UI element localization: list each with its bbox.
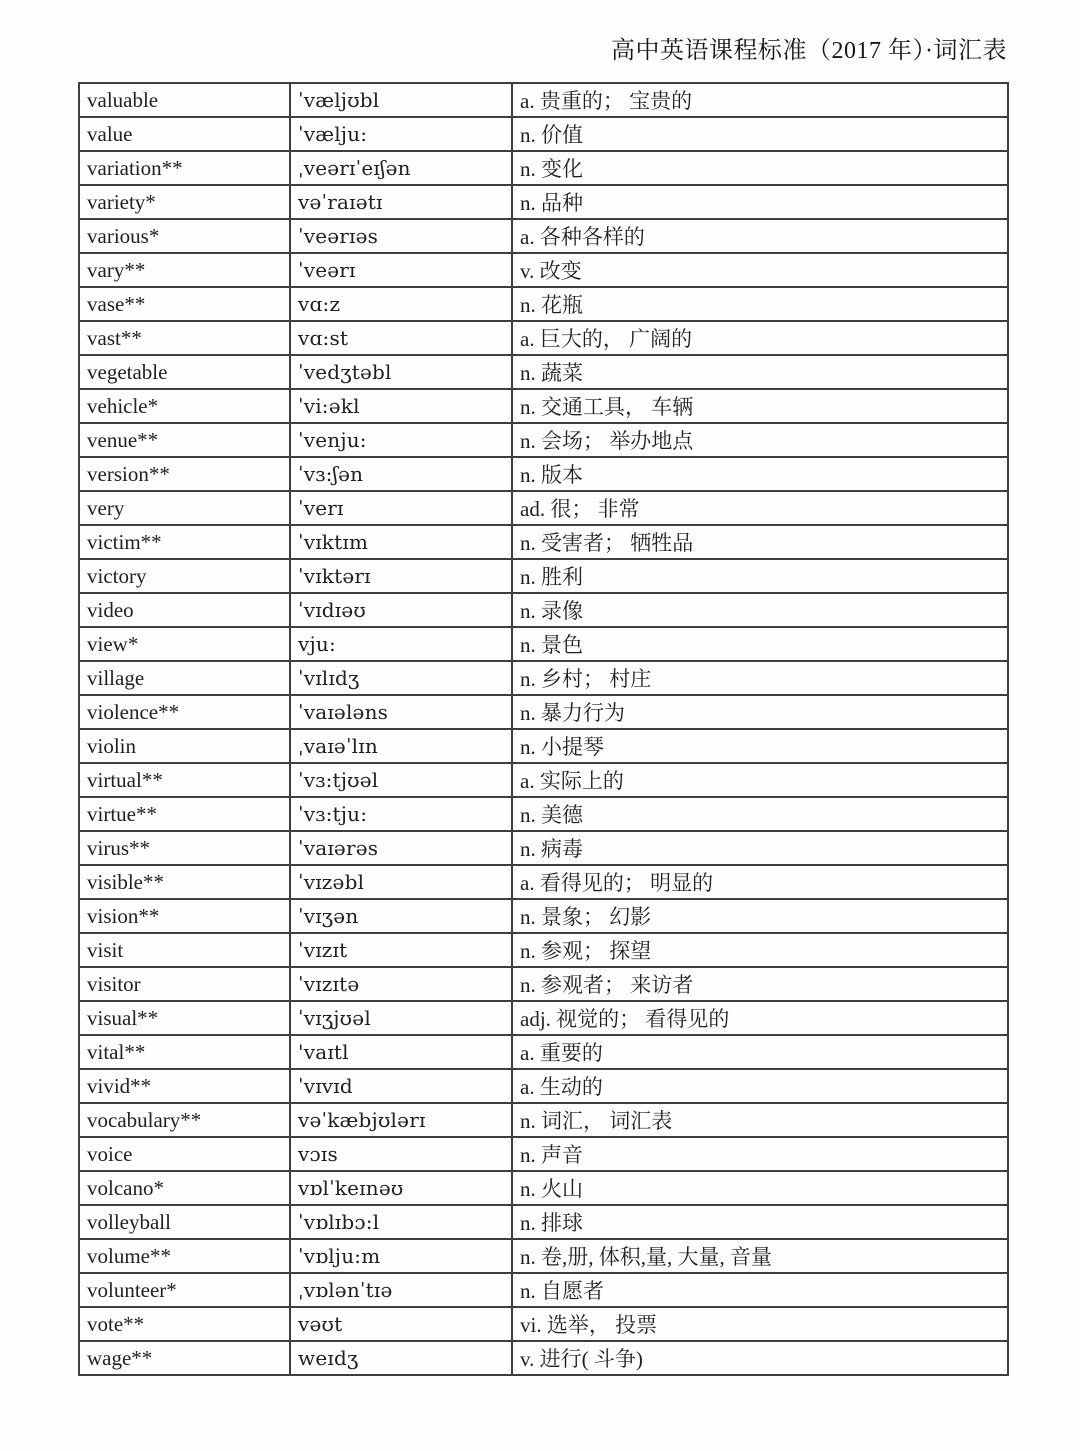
phonetic-cell: ˈvɜ:ʃən — [290, 457, 512, 491]
table-row — [79, 899, 1008, 933]
table-row — [79, 389, 1008, 423]
table-row — [79, 661, 1008, 695]
table-row — [79, 1273, 1008, 1307]
word-cell: vital** — [79, 1035, 290, 1069]
word-cell: violence** — [79, 695, 290, 729]
meaning-cell: v. 进行( 斗争) — [512, 1341, 1008, 1375]
table-row — [79, 1341, 1008, 1375]
table-row — [79, 831, 1008, 865]
word-cell: version** — [79, 457, 290, 491]
table-row — [79, 83, 1008, 117]
meaning-cell: n. 美德 — [512, 797, 1008, 831]
table-row — [79, 1307, 1008, 1341]
phonetic-cell: ˈvɪzɪtə — [290, 967, 512, 1001]
table-row — [79, 287, 1008, 321]
phonetic-cell: ˈvɪktərɪ — [290, 559, 512, 593]
phonetic-cell: weɪdʒ — [290, 1341, 512, 1375]
word-cell: value — [79, 117, 290, 151]
table-row — [79, 1171, 1008, 1205]
phonetic-cell: ˈveərɪ — [290, 253, 512, 287]
meaning-cell: a. 各种各样的 — [512, 219, 1008, 253]
table-row — [79, 593, 1008, 627]
word-cell: visible** — [79, 865, 290, 899]
phonetic-cell: ˈvɜ:tjʊəl — [290, 763, 512, 797]
word-cell: vary** — [79, 253, 290, 287]
table-row — [79, 185, 1008, 219]
phonetic-cell: ˈvɪlɪdʒ — [290, 661, 512, 695]
word-cell: variety* — [79, 185, 290, 219]
phonetic-cell: 'vaɪtl — [290, 1035, 512, 1069]
meaning-cell: a. 看得见的； 明显的 — [512, 865, 1008, 899]
word-cell: visual** — [79, 1001, 290, 1035]
table-row — [79, 321, 1008, 355]
word-cell: victim** — [79, 525, 290, 559]
phonetic-cell: ˈvedʒtəbl — [290, 355, 512, 389]
word-cell: vision** — [79, 899, 290, 933]
word-cell: variation** — [79, 151, 290, 185]
meaning-cell: a. 贵重的； 宝贵的 — [512, 83, 1008, 117]
table-row — [79, 1103, 1008, 1137]
phonetic-cell: ˈvɪktɪm — [290, 525, 512, 559]
meaning-cell: n. 参观； 探望 — [512, 933, 1008, 967]
word-cell: view* — [79, 627, 290, 661]
word-cell: virtual** — [79, 763, 290, 797]
phonetic-cell: ˈvi:əkl — [290, 389, 512, 423]
meaning-cell: n. 小提琴 — [512, 729, 1008, 763]
table-row — [79, 355, 1008, 389]
word-cell: various* — [79, 219, 290, 253]
table-row — [79, 457, 1008, 491]
table-row — [79, 1001, 1008, 1035]
table-row — [79, 525, 1008, 559]
phonetic-cell: ˈvenju: — [290, 423, 512, 457]
meaning-cell: n. 景色 — [512, 627, 1008, 661]
meaning-cell: n. 病毒 — [512, 831, 1008, 865]
meaning-cell: n. 花瓶 — [512, 287, 1008, 321]
word-cell: video — [79, 593, 290, 627]
meaning-cell: n. 火山 — [512, 1171, 1008, 1205]
phonetic-cell: ˈvælju: — [290, 117, 512, 151]
word-cell: village — [79, 661, 290, 695]
meaning-cell: n. 受害者； 牺牲品 — [512, 525, 1008, 559]
word-cell: volcano* — [79, 1171, 290, 1205]
table-row — [79, 423, 1008, 457]
word-cell: venue** — [79, 423, 290, 457]
meaning-cell: vi. 选举， 投票 — [512, 1307, 1008, 1341]
word-cell: violin — [79, 729, 290, 763]
meaning-cell: n. 版本 — [512, 457, 1008, 491]
meaning-cell: n. 声音 — [512, 1137, 1008, 1171]
word-cell: victory — [79, 559, 290, 593]
phonetic-cell: ˈvaɪələns — [290, 695, 512, 729]
word-cell: valuable — [79, 83, 290, 117]
word-cell: voice — [79, 1137, 290, 1171]
phonetic-cell: ˈvɜ:tju: — [290, 797, 512, 831]
meaning-cell: n. 词汇， 词汇表 — [512, 1103, 1008, 1137]
meaning-cell: a. 重要的 — [512, 1035, 1008, 1069]
meaning-cell: n. 景象； 幻影 — [512, 899, 1008, 933]
meaning-cell: n. 自愿者 — [512, 1273, 1008, 1307]
table-row — [79, 1239, 1008, 1273]
phonetic-cell: ˈvɒlju:m — [290, 1239, 512, 1273]
meaning-cell: n. 参观者； 来访者 — [512, 967, 1008, 1001]
meaning-cell: n. 品种 — [512, 185, 1008, 219]
meaning-cell: a. 巨大的， 广阔的 — [512, 321, 1008, 355]
phonetic-cell: vɒlˈkeɪnəʊ — [290, 1171, 512, 1205]
vocabulary-table-body — [79, 83, 1008, 1375]
meaning-cell: ad. 很； 非常 — [512, 491, 1008, 525]
word-cell: virtue** — [79, 797, 290, 831]
page-title: 高中英语课程标准（2017 年）·词汇表 — [611, 38, 1007, 64]
phonetic-cell: vɔɪs — [290, 1137, 512, 1171]
phonetic-cell: vəˈkæbjʊlərɪ — [290, 1103, 512, 1137]
meaning-cell: n. 胜利 — [512, 559, 1008, 593]
meaning-cell: n. 暴力行为 — [512, 695, 1008, 729]
phonetic-cell: vəˈraɪətɪ — [290, 185, 512, 219]
word-cell: visitor — [79, 967, 290, 1001]
vocabulary-table — [78, 82, 1009, 1376]
table-row — [79, 559, 1008, 593]
phonetic-cell: ˈvɪvɪd — [290, 1069, 512, 1103]
table-row — [79, 967, 1008, 1001]
meaning-cell: n. 乡村； 村庄 — [512, 661, 1008, 695]
table-row — [79, 797, 1008, 831]
phonetic-cell: ˌvɒlənˈtɪə — [290, 1273, 512, 1307]
phonetic-cell: ˈvɪʒən — [290, 899, 512, 933]
phonetic-cell: ˈverɪ — [290, 491, 512, 525]
table-row — [79, 1069, 1008, 1103]
table-row — [79, 491, 1008, 525]
phonetic-cell: ˈvɪzɪt — [290, 933, 512, 967]
word-cell: vote** — [79, 1307, 290, 1341]
word-cell: vivid** — [79, 1069, 290, 1103]
meaning-cell: n. 卷,册, 体积,量, 大量, 音量 — [512, 1239, 1008, 1273]
phonetic-cell: vju: — [290, 627, 512, 661]
meaning-cell: v. 改变 — [512, 253, 1008, 287]
phonetic-cell: vɑ:st — [290, 321, 512, 355]
word-cell: visit — [79, 933, 290, 967]
phonetic-cell: ˈvɪzəbl — [290, 865, 512, 899]
table-row — [79, 865, 1008, 899]
word-cell: wage** — [79, 1341, 290, 1375]
phonetic-cell: ˈvaɪərəs — [290, 831, 512, 865]
meaning-cell: a. 生动的 — [512, 1069, 1008, 1103]
table-row — [79, 1137, 1008, 1171]
meaning-cell: a. 实际上的 — [512, 763, 1008, 797]
phonetic-cell: ˌveərɪˈeɪʃən — [290, 151, 512, 185]
table-row — [79, 151, 1008, 185]
meaning-cell: n. 蔬菜 — [512, 355, 1008, 389]
meaning-cell: n. 交通工具， 车辆 — [512, 389, 1008, 423]
meaning-cell: n. 价值 — [512, 117, 1008, 151]
meaning-cell: n. 会场； 举办地点 — [512, 423, 1008, 457]
word-cell: vast** — [79, 321, 290, 355]
word-cell: vase** — [79, 287, 290, 321]
phonetic-cell: ˈvɪʒjʊəl — [290, 1001, 512, 1035]
meaning-cell: n. 变化 — [512, 151, 1008, 185]
phonetic-cell: ˈvɒlɪbɔ:l — [290, 1205, 512, 1239]
table-row — [79, 729, 1008, 763]
table-row — [79, 1035, 1008, 1069]
table-row — [79, 253, 1008, 287]
meaning-cell: n. 排球 — [512, 1205, 1008, 1239]
table-row — [79, 933, 1008, 967]
word-cell: vegetable — [79, 355, 290, 389]
table-row — [79, 219, 1008, 253]
phonetic-cell: ˈvæljʊbl — [290, 83, 512, 117]
word-cell: vocabulary** — [79, 1103, 290, 1137]
meaning-cell: adj. 视觉的； 看得见的 — [512, 1001, 1008, 1035]
table-row — [79, 1205, 1008, 1239]
table-row — [79, 695, 1008, 729]
phonetic-cell: ˈvɪdɪəʊ — [290, 593, 512, 627]
phonetic-cell: vɑ:z — [290, 287, 512, 321]
table-row — [79, 627, 1008, 661]
phonetic-cell: ˌvaɪəˈlɪn — [290, 729, 512, 763]
word-cell: volleyball — [79, 1205, 290, 1239]
table-row — [79, 763, 1008, 797]
phonetic-cell: vəʊt — [290, 1307, 512, 1341]
phonetic-cell: ˈveərɪəs — [290, 219, 512, 253]
word-cell: virus** — [79, 831, 290, 865]
word-cell: volume** — [79, 1239, 290, 1273]
table-row — [79, 117, 1008, 151]
word-cell: very — [79, 491, 290, 525]
meaning-cell: n. 录像 — [512, 593, 1008, 627]
word-cell: vehicle* — [79, 389, 290, 423]
word-cell: volunteer* — [79, 1273, 290, 1307]
